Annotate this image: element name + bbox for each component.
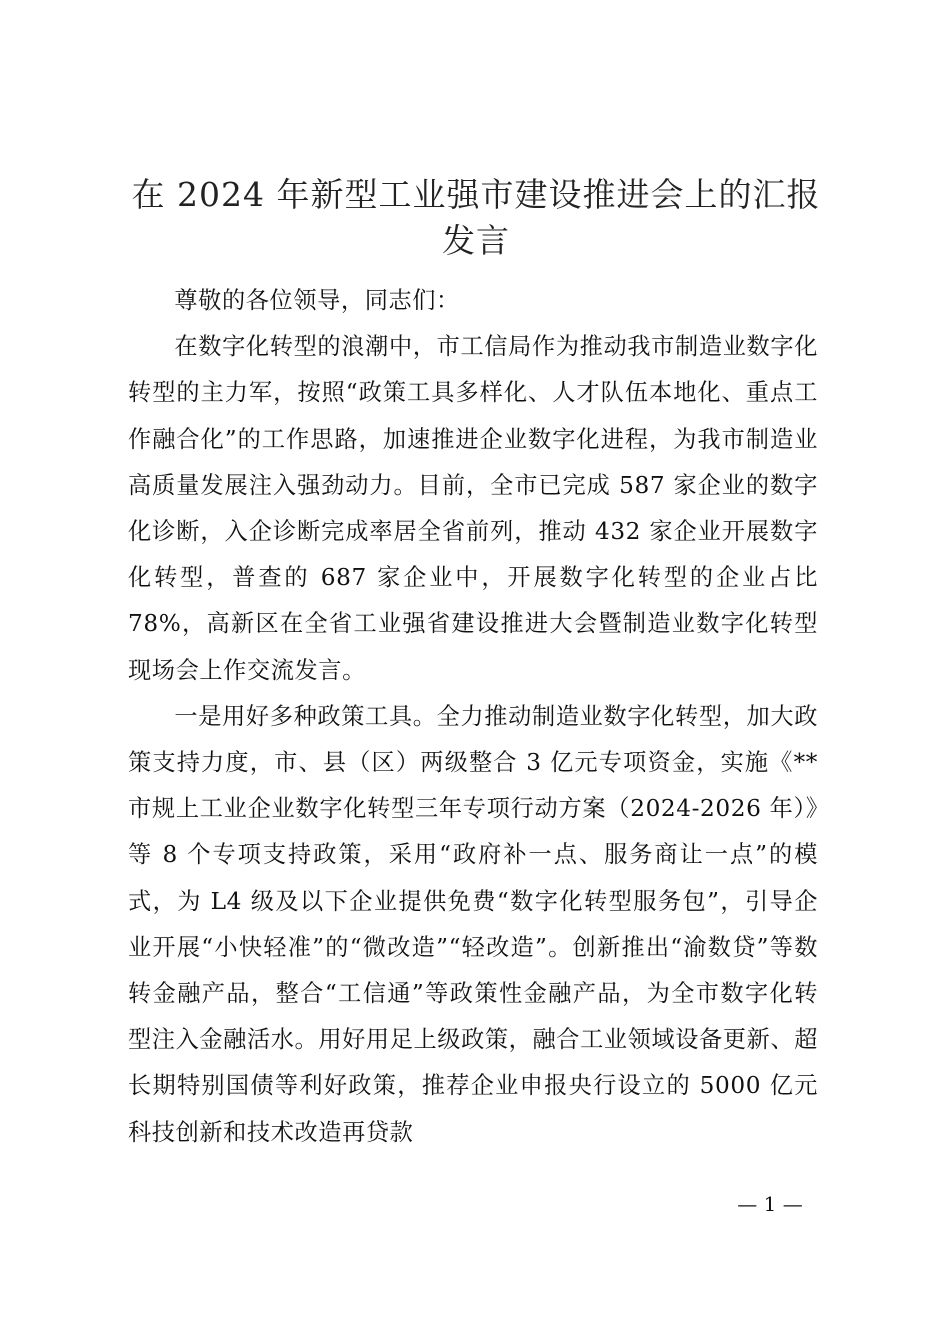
paragraph-intro: 在数字化转型的浪潮中，市工信局作为推动我市制造业数字化转型的主力军，按照“政策工具多样化、人才队伍本地化、重点工作融合化”的工作思路，加速推进企业数字化进程，为我市制造业高质量发展注入强劲动力。目前，全市已完成 587 家企业的数字化诊断，入企诊断完成率居全省前列，推动 432 家企业开展数字化转型，普查的 687 家企业中，开展数字化转型的企业占比 78%，高新区在全省工业强省建设推进大会暨制造业数字化转型现场会上作交流发言。 [128, 333, 818, 684]
page-number: — 1 — [737, 1192, 803, 1216]
document-body [128, 278, 818, 1156]
paragraph-policy-tools: 一是用好多种政策工具。全力推动制造业数字化转型，加大政策支持力度，市、县（区）两级整合 3 亿元专项资金，实施《**市规上工业企业数字化转型三年专项行动方案（2024-2026 年）》等 8 个专项支持政策，采用“政府补一点、服务商让一点”的模式，为 L4 级及以下企业提供免费“数字化转型服务包”，引导企业开展“小快轻准”的“微改造”“轻改造”。创新推出“渝数贷”等数转金融产品，整合“工信通”等政策性金融产品，为全市数字化转型注入金融活水。用好用足上级政策，融合工业领域设备更新、超长期特别国债等利好政策，推荐企业申报央行设立的 5000 亿元科技创新和技术改造再贷款 [128, 702, 818, 1146]
document-title: 在 2024 年新型工业强市建设推进会上的汇报发言 [131, 175, 821, 260]
salutation: 尊敬的各位领导，同志们： [174, 287, 460, 314]
